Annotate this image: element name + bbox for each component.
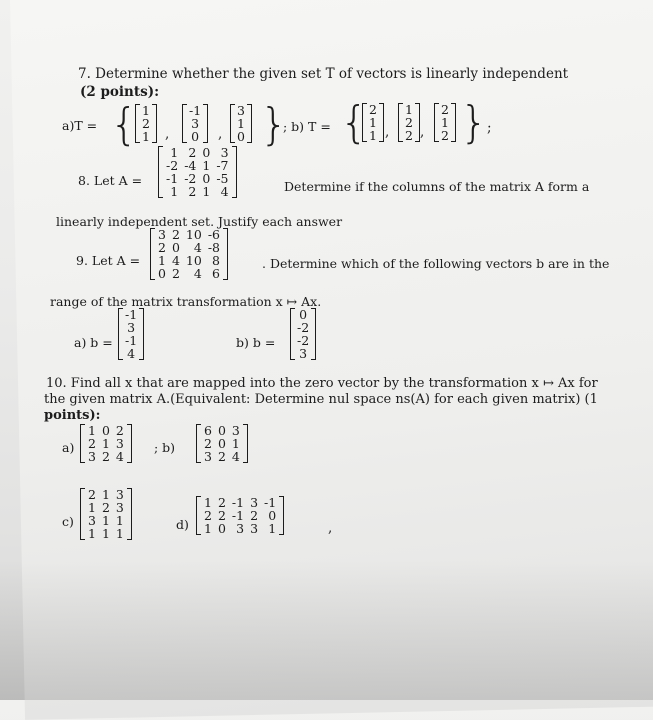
- q10-d-matrix: [196, 496, 284, 535]
- q7-a-vector-1: [135, 104, 157, 143]
- matrix-entry: -1: [166, 171, 179, 186]
- matrix-entry: 3: [299, 346, 308, 361]
- matrix-entry: 0: [171, 240, 180, 255]
- matrix-entry: 0: [299, 307, 308, 322]
- q10-c-matrix: [80, 488, 132, 540]
- matrix-row: [367, 129, 379, 142]
- q7-points: (2 points):: [80, 84, 160, 100]
- matrix-entry: 0: [268, 508, 277, 523]
- matrix-row: [295, 347, 311, 360]
- q8-label: 8. Let A =: [78, 173, 143, 188]
- matrix-entry: 3: [88, 449, 96, 464]
- matrix-entry: 1: [101, 436, 110, 451]
- matrix-entry: 2: [188, 184, 197, 199]
- matrix-entry: 1: [369, 115, 377, 130]
- q7-b-close-brace: }: [460, 97, 488, 148]
- q7-b-vector-2: [398, 103, 420, 142]
- matrix-entry: 2: [88, 487, 96, 502]
- matrix-entry: -7: [216, 158, 229, 173]
- matrix-entry: 2: [142, 116, 150, 131]
- matrix-entry: 2: [441, 102, 449, 117]
- matrix-entry: 2: [171, 227, 180, 242]
- matrix-entry: -1: [231, 495, 245, 510]
- matrix-entry: 1: [88, 423, 96, 438]
- matrix-entry: 3: [220, 145, 229, 160]
- matrix-entry: 6: [212, 266, 220, 281]
- q7-a-vector-2: [182, 104, 208, 143]
- matrix-entry: 2: [369, 102, 377, 117]
- matrix-entry: 2: [115, 423, 124, 438]
- matrix-entry: 2: [88, 436, 96, 451]
- q10-separator: ; b): [154, 440, 176, 455]
- matrix-entry: 3: [191, 116, 200, 131]
- matrix-entry: 1: [441, 115, 449, 130]
- matrix-entry: 3: [88, 513, 96, 528]
- matrix-entry: 4: [231, 449, 240, 464]
- matrix-row: [85, 450, 127, 463]
- matrix-entry: 2: [217, 495, 226, 510]
- matrix-entry: 10: [185, 253, 202, 268]
- matrix-entry: 0: [237, 129, 245, 144]
- matrix-entry: 0: [217, 423, 226, 438]
- q9-a-vector: [118, 308, 144, 360]
- matrix-entry: 1: [202, 184, 211, 199]
- matrix-entry: 2: [217, 508, 226, 523]
- matrix-entry: 2: [441, 128, 449, 143]
- matrix-entry: 2: [171, 266, 180, 281]
- matrix-entry: 1: [101, 513, 110, 528]
- matrix-entry: -2: [166, 158, 179, 173]
- matrix-entry: 0: [217, 521, 226, 536]
- matrix-entry: -8: [207, 240, 220, 255]
- matrix-row: [187, 130, 203, 143]
- matrix-row: [155, 267, 223, 280]
- matrix-entry: 1: [204, 495, 212, 510]
- matrix-entry: 1: [268, 521, 277, 536]
- matrix-entry: 4: [193, 266, 202, 281]
- q9-b-label: b) b =: [236, 335, 276, 350]
- q7-b-open-brace: {: [340, 97, 368, 148]
- matrix-entry: -1: [189, 103, 202, 118]
- q9-matrix: [150, 228, 228, 280]
- matrix-entry: 1: [369, 128, 377, 143]
- matrix-entry: 1: [142, 129, 150, 144]
- q10-a-label: a): [62, 440, 75, 455]
- matrix-entry: 0: [101, 423, 110, 438]
- q10-line-2: the given matrix A.(Equivalent: Determine nul space ns(A) for each given matrix) (1: [44, 392, 598, 407]
- matrix-entry: -6: [207, 227, 220, 242]
- matrix-entry: 3: [115, 436, 124, 451]
- matrix-row: [123, 347, 139, 360]
- matrix-entry: -1: [231, 508, 245, 523]
- matrix-entry: 4: [115, 449, 124, 464]
- matrix-entry: 2: [405, 115, 413, 130]
- matrix-entry: 1: [204, 521, 212, 536]
- q7-a-vector-3: [230, 104, 252, 143]
- matrix-entry: 10: [185, 227, 202, 242]
- q7-b-label: ; b) T =: [283, 119, 331, 134]
- matrix-row: [140, 130, 152, 143]
- matrix-entry: 2: [204, 508, 212, 523]
- matrix-row: [403, 129, 415, 142]
- q10-c-label: c): [62, 514, 74, 529]
- matrix-entry: 1: [405, 102, 413, 117]
- q9-text-1: . Determine which of the following vectors b are in the: [262, 256, 610, 271]
- q7-a-open-brace: {: [110, 99, 138, 150]
- matrix-entry: 0: [158, 266, 166, 281]
- matrix-entry: 1: [231, 436, 240, 451]
- matrix-entry: 3: [231, 423, 240, 438]
- matrix-entry: 1: [237, 116, 245, 131]
- matrix-entry: 3: [237, 103, 245, 118]
- matrix-entry: 2: [250, 508, 259, 523]
- matrix-entry: 4: [127, 346, 136, 361]
- matrix-entry: -4: [184, 158, 197, 173]
- matrix-entry: 1: [142, 103, 150, 118]
- matrix-entry: 1: [202, 158, 211, 173]
- matrix-entry: 3: [250, 495, 259, 510]
- q7-heading: 7. Determine whether the given set T of vectors is linearly independent: [78, 66, 569, 82]
- matrix-row: [85, 527, 127, 540]
- matrix-entry: 4: [171, 253, 180, 268]
- matrix-entry: 2: [101, 500, 110, 515]
- matrix-row: [201, 522, 279, 535]
- q10-b-matrix: [196, 424, 248, 463]
- matrix-entry: 0: [217, 436, 226, 451]
- matrix-entry: 3: [204, 449, 212, 464]
- matrix-entry: 1: [158, 253, 166, 268]
- matrix-entry: 2: [188, 145, 197, 160]
- matrix-entry: 2: [405, 128, 413, 143]
- q8-text-1: Determine if the columns of the matrix A form a: [284, 179, 590, 194]
- matrix-row: [201, 450, 243, 463]
- matrix-entry: 1: [88, 526, 96, 541]
- matrix-entry: 6: [204, 423, 212, 438]
- q8-text-2: linearly independent set. Justify each answer: [56, 214, 343, 229]
- matrix-entry: 3: [115, 487, 124, 502]
- matrix-entry: 1: [115, 513, 124, 528]
- matrix-entry: 0: [202, 171, 211, 186]
- matrix-entry: 3: [236, 521, 245, 536]
- matrix-entry: -5: [216, 171, 229, 186]
- q8-matrix: [158, 146, 237, 198]
- matrix-entry: 2: [217, 449, 226, 464]
- q10-line-1: 10. Find all x that are mapped into the zero vector by the transformation x ↦ Ax for: [46, 376, 598, 391]
- matrix-entry: 3: [250, 521, 259, 536]
- matrix-entry: 0: [191, 129, 200, 144]
- matrix-entry: 2: [204, 436, 212, 451]
- matrix-entry: -1: [125, 333, 138, 348]
- q9-label: 9. Let A =: [76, 253, 141, 268]
- matrix-row: [163, 185, 232, 198]
- matrix-entry: 4: [193, 240, 202, 255]
- matrix-entry: 1: [115, 526, 124, 541]
- matrix-row: [235, 130, 247, 143]
- matrix-entry: 8: [212, 253, 220, 268]
- matrix-entry: -2: [184, 171, 197, 186]
- q9-a-label: a) b =: [74, 335, 113, 350]
- q10-line-3: points):: [44, 408, 101, 423]
- matrix-entry: 3: [127, 320, 136, 335]
- matrix-entry: -2: [297, 320, 310, 335]
- matrix-entry: 1: [88, 500, 96, 515]
- q10-a-matrix: [80, 424, 132, 463]
- q10-d-label: d): [176, 517, 189, 532]
- q7-b-end: ;: [487, 120, 492, 136]
- q7-a-label: a)T =: [62, 118, 98, 133]
- matrix-entry: 2: [158, 240, 166, 255]
- paper-sheet: [10, 0, 653, 720]
- matrix-entry: 3: [115, 500, 124, 515]
- matrix-entry: 0: [202, 145, 211, 160]
- matrix-row: [439, 129, 451, 142]
- q10-end: ,: [328, 520, 333, 536]
- q7-b-vector-3: [434, 103, 456, 142]
- q7-a-close-brace: }: [260, 99, 288, 150]
- q9-text-2: range of the matrix transformation x ↦ Ax.: [50, 294, 322, 309]
- matrix-entry: -2: [297, 333, 310, 348]
- matrix-entry: 1: [101, 487, 110, 502]
- matrix-entry: 1: [101, 526, 110, 541]
- matrix-entry: 1: [170, 145, 179, 160]
- matrix-entry: -1: [264, 495, 277, 510]
- matrix-entry: 2: [101, 449, 110, 464]
- matrix-entry: 1: [170, 184, 179, 199]
- matrix-entry: 3: [158, 227, 166, 242]
- q9-b-vector: [290, 308, 316, 360]
- matrix-entry: 4: [220, 184, 229, 199]
- matrix-entry: -1: [125, 307, 138, 322]
- q7-b-vector-1: [362, 103, 384, 142]
